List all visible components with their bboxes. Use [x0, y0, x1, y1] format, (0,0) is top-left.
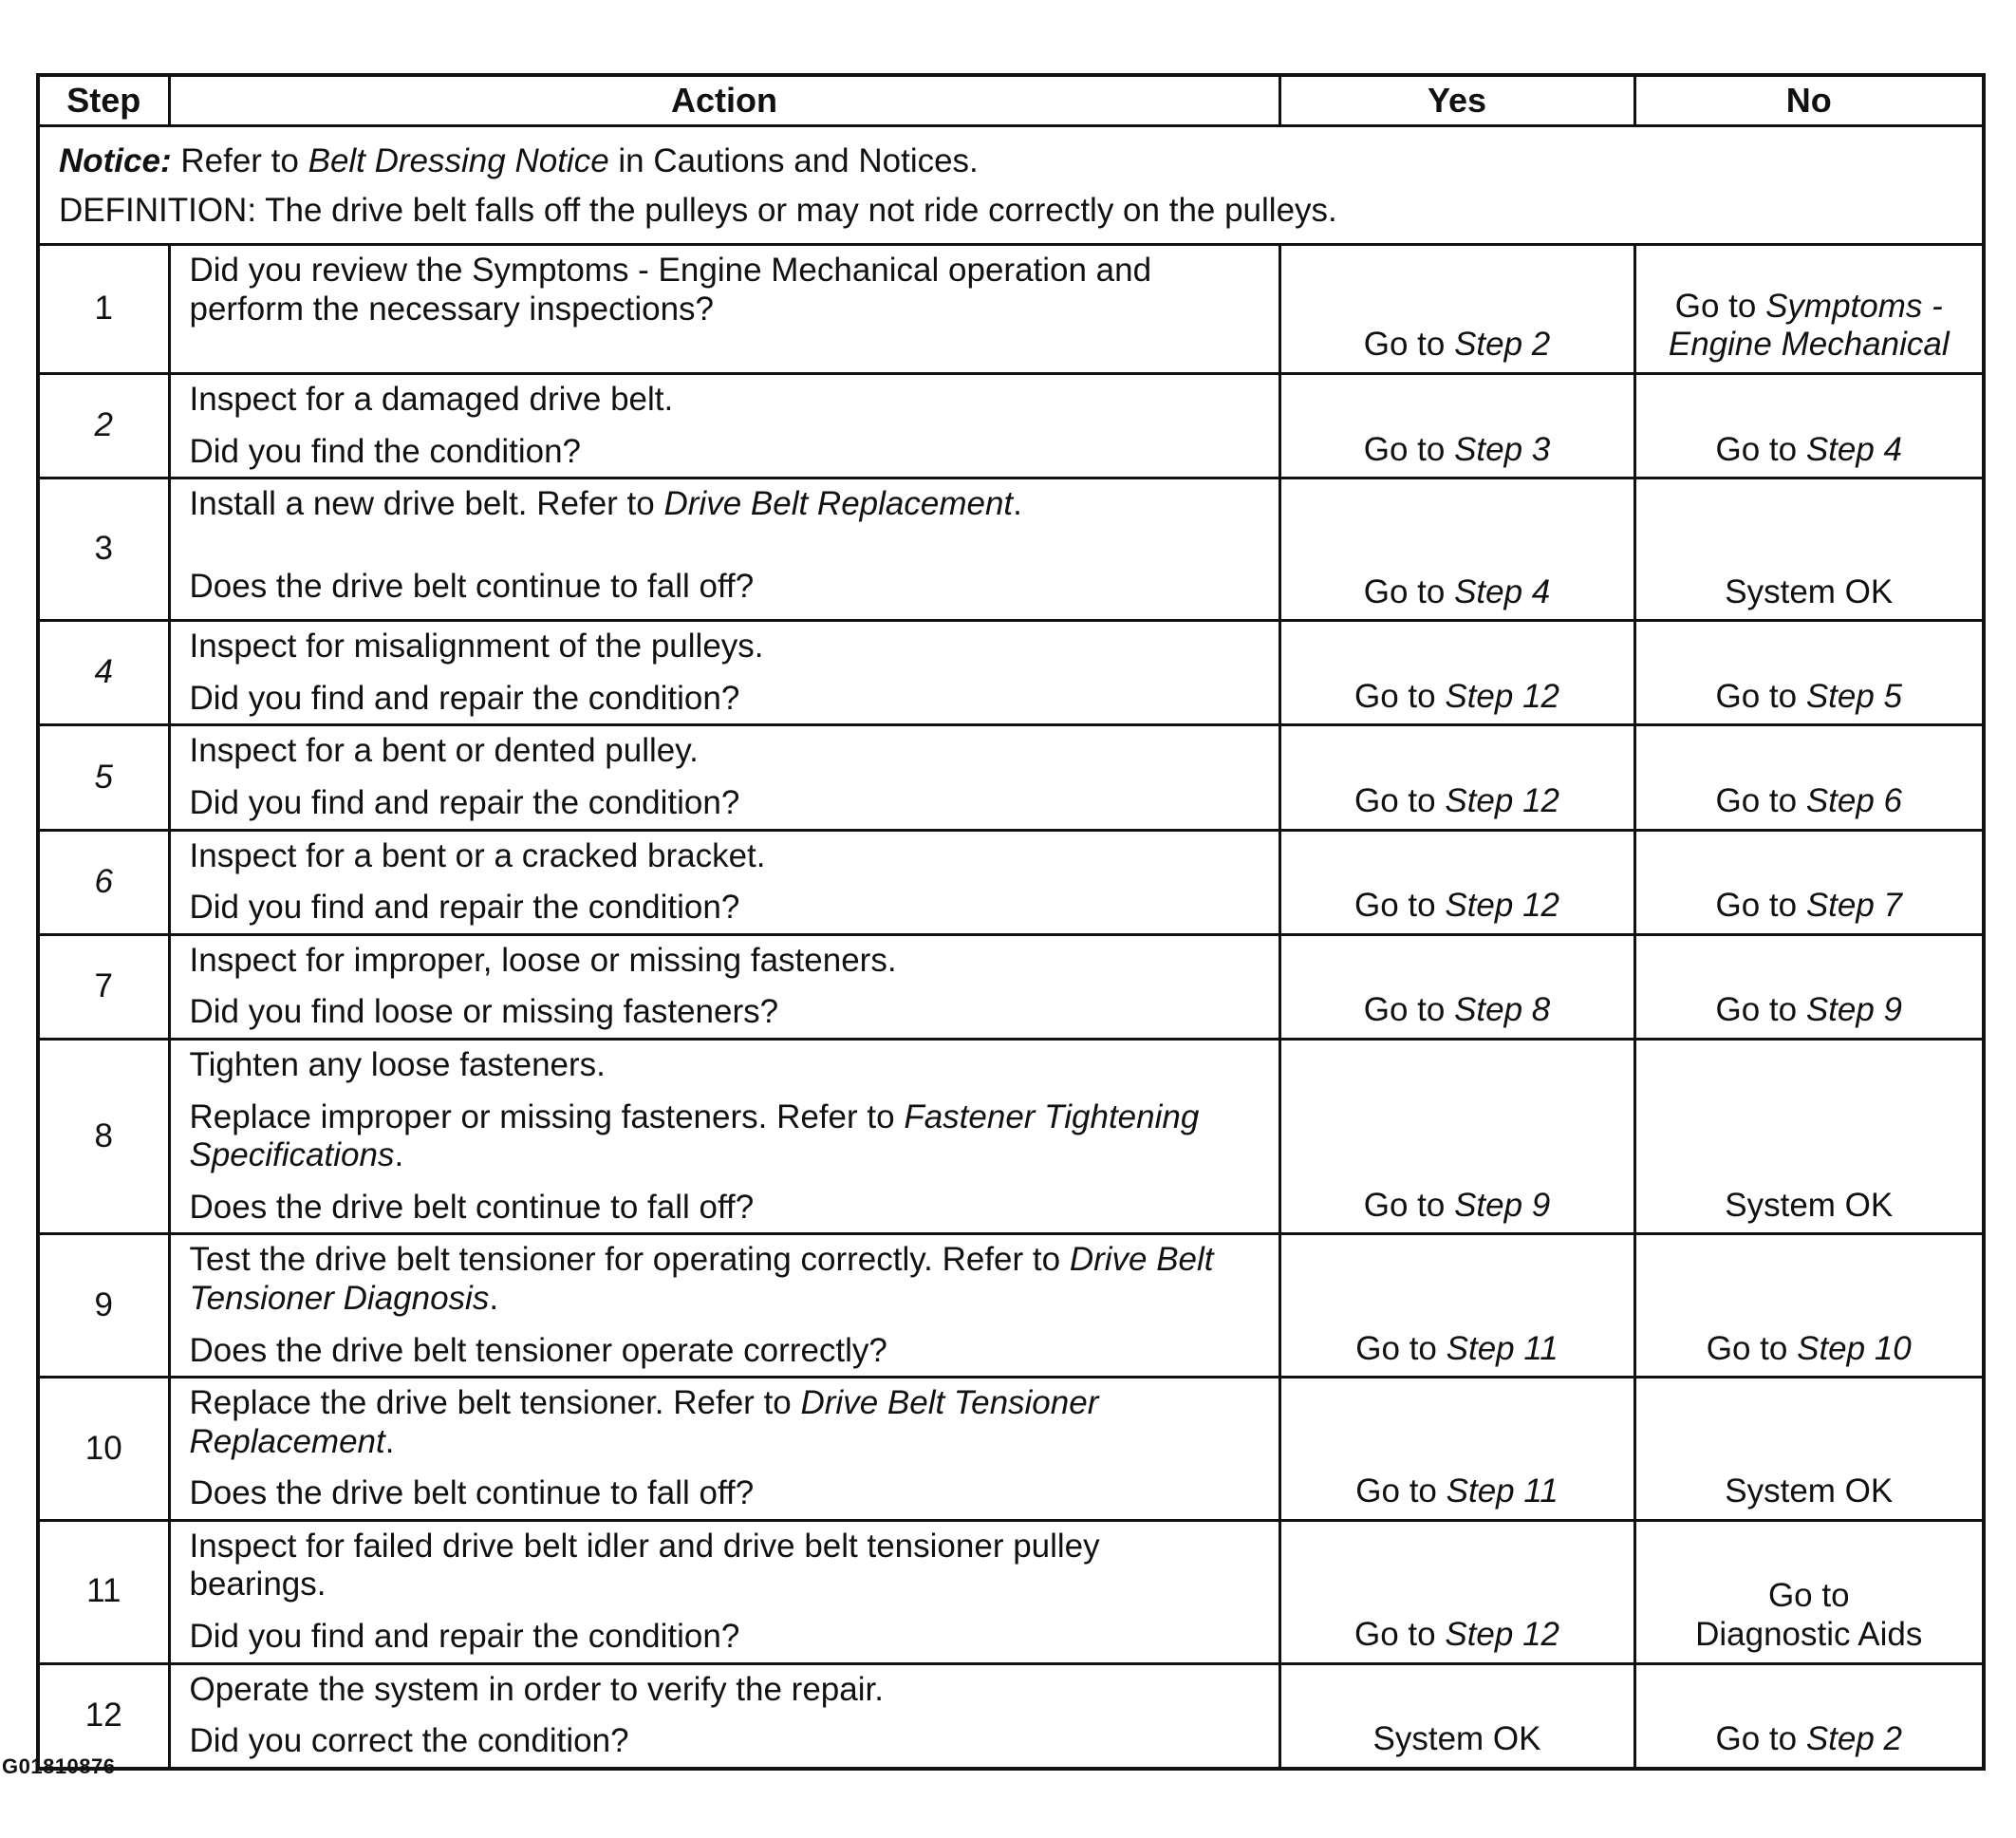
- no-cell: [1634, 245, 1984, 374]
- notice-pre: Refer to: [180, 142, 299, 179]
- yes-ref: Step 11: [1446, 1472, 1559, 1510]
- header-yes: Yes: [1279, 75, 1634, 126]
- no-cell: [1634, 1520, 1984, 1663]
- yes-cell: [1279, 621, 1634, 725]
- no-cell: [1634, 374, 1984, 478]
- header-no: No: [1634, 75, 1984, 126]
- yes-pre: Go to: [1363, 991, 1446, 1029]
- action-line: Did you find loose or missing fasteners?: [189, 993, 779, 1031]
- no-cell: System OK: [1634, 478, 1984, 621]
- no-cell: System OK: [1634, 1378, 1984, 1521]
- yes-ref: Step 12: [1445, 887, 1559, 925]
- yes-cell: [1279, 1234, 1634, 1378]
- header-row: [38, 75, 1984, 126]
- no-line: Diagnostic Aids: [1695, 1616, 1923, 1654]
- yes-cell: [1279, 374, 1634, 478]
- step-number: 8: [38, 1039, 169, 1233]
- step-number: 11: [38, 1520, 169, 1663]
- action-ref: Fastener Tightening: [904, 1097, 1200, 1135]
- no-pre: Go to: [1715, 887, 1798, 925]
- action-line: Inspect for improper, loose or missing fasteners.: [189, 941, 897, 979]
- no-ref: Step 9: [1805, 991, 1903, 1029]
- step-number: 7: [38, 934, 169, 1039]
- table-row: [38, 245, 1984, 374]
- yes-cell: [1279, 245, 1634, 374]
- yes-pre: Go to: [1363, 1186, 1446, 1224]
- no-cell: System OK: [1634, 1039, 1984, 1233]
- no-ref: Step 2: [1805, 1720, 1903, 1758]
- no-cell: [1634, 621, 1984, 725]
- no-ref-line2: Engine Mechanical: [1668, 326, 1950, 364]
- action-cell: [169, 245, 1279, 374]
- action-ref: Tensioner Diagnosis: [189, 1279, 490, 1317]
- yes-pre: Go to: [1363, 572, 1446, 610]
- notice-ref: Belt Dressing Notice: [308, 142, 609, 179]
- no-pre: Go to: [1715, 430, 1798, 468]
- no-cell: [1634, 1234, 1984, 1378]
- action-ref: Specifications: [189, 1136, 395, 1174]
- action-cell: [169, 725, 1279, 830]
- table-row: [38, 478, 1984, 621]
- no-ref: Step 5: [1805, 677, 1903, 715]
- yes-ref: Step 9: [1454, 1186, 1551, 1224]
- action-line: Did you find and repair the condition?: [189, 889, 740, 927]
- yes-cell: System OK: [1279, 1663, 1634, 1769]
- yes-ref: Step 12: [1445, 781, 1559, 819]
- yes-ref: Step 11: [1446, 1329, 1559, 1367]
- table-row: [38, 374, 1984, 478]
- action-cell: [169, 830, 1279, 934]
- yes-ref: Step 4: [1454, 572, 1551, 610]
- yes-pre: Go to: [1363, 430, 1446, 468]
- action-line: Tighten any loose fasteners.: [189, 1045, 606, 1083]
- yes-ref: Step 8: [1454, 991, 1551, 1029]
- step-number: 2: [38, 374, 169, 478]
- yes-cell: [1279, 1520, 1634, 1663]
- table-row: [38, 1234, 1984, 1378]
- no-pre: Go to: [1715, 781, 1798, 819]
- no-ref: Step 7: [1805, 887, 1903, 925]
- action-cell: [169, 621, 1279, 725]
- action-cell: [169, 1378, 1279, 1521]
- action-text: Test the drive belt tensioner for operating correctly. Refer to: [189, 1241, 1061, 1279]
- action-text: Install a new drive belt. Refer to: [189, 485, 655, 523]
- notice-cell: [38, 126, 1984, 245]
- step-number: 10: [38, 1378, 169, 1521]
- header-action: Action: [169, 75, 1279, 126]
- yes-cell: [1279, 1378, 1634, 1521]
- action-cell: [169, 1039, 1279, 1233]
- action-text: Replace improper or missing fasteners. Refer to: [189, 1097, 895, 1135]
- no-cell: [1634, 725, 1984, 830]
- step-number: 12: [38, 1663, 169, 1769]
- action-line: Does the drive belt continue to fall off?: [189, 1474, 755, 1512]
- table-row: [38, 830, 1984, 934]
- no-pre: Go to: [1715, 991, 1798, 1029]
- notice-row: [38, 126, 1984, 245]
- action-cell: [169, 374, 1279, 478]
- action-text: Replace the drive belt tensioner. Refer to: [189, 1384, 792, 1422]
- step-number: 9: [38, 1234, 169, 1378]
- notice-post: in Cautions and Notices.: [618, 142, 979, 179]
- yes-pre: Go to: [1354, 781, 1436, 819]
- action-line: Inspect for a bent or dented pulley.: [189, 732, 699, 770]
- action-line: Does the drive belt continue to fall off?: [189, 1188, 755, 1226]
- action-ref: Replacement: [189, 1422, 385, 1460]
- no-ref: Step 10: [1797, 1329, 1912, 1367]
- yes-ref: Step 12: [1445, 1616, 1559, 1654]
- action-ref: Drive Belt: [1069, 1241, 1214, 1279]
- step-number: 1: [38, 245, 169, 374]
- no-cell: [1634, 934, 1984, 1039]
- action-line: perform the necessary inspections?: [189, 290, 714, 328]
- action-line: Did you review the Symptoms - Engine Mechanical operation and: [189, 252, 1152, 289]
- figure-id: G01810876: [2, 1754, 116, 1778]
- yes-cell: [1279, 725, 1634, 830]
- action-line: Inspect for a damaged drive belt.: [189, 381, 674, 418]
- yes-pre: Go to: [1354, 887, 1436, 925]
- no-pre: Go to: [1715, 677, 1798, 715]
- yes-pre: Go to: [1354, 677, 1436, 715]
- table-row: [38, 934, 1984, 1039]
- action-line: Did you find and repair the condition?: [189, 1618, 740, 1656]
- step-number: 5: [38, 725, 169, 830]
- action-line: Did you find and repair the condition?: [189, 679, 740, 717]
- action-text: .: [384, 1422, 395, 1460]
- no-pre: Go to: [1706, 1329, 1788, 1367]
- no-ref: Step 6: [1805, 781, 1903, 819]
- yes-pre: Go to: [1354, 1616, 1436, 1654]
- yes-pre: Go to: [1355, 1329, 1437, 1367]
- action-text: .: [394, 1136, 404, 1174]
- no-ref: Step 4: [1805, 430, 1903, 468]
- yes-cell: [1279, 478, 1634, 621]
- yes-pre: Go to: [1363, 326, 1446, 364]
- action-line: bearings.: [189, 1566, 327, 1604]
- action-cell: [169, 1663, 1279, 1769]
- step-number: 3: [38, 478, 169, 621]
- table-row: [38, 725, 1984, 830]
- no-pre: Go to: [1715, 1720, 1798, 1758]
- notice-label: Notice:: [59, 142, 172, 179]
- table-row: [38, 1378, 1984, 1521]
- step-number: 6: [38, 830, 169, 934]
- action-line: Did you find the condition?: [189, 432, 581, 470]
- definition-line: DEFINITION: The drive belt falls off the pulleys or may not ride correctly on the pulleys.: [59, 192, 1337, 229]
- step-number: 4: [38, 621, 169, 725]
- diagnostic-table: [36, 73, 1986, 1771]
- action-line: Inspect for failed drive belt idler and drive belt tensioner pulley: [189, 1527, 1100, 1565]
- action-line: Did you correct the condition?: [189, 1722, 629, 1760]
- no-line: Go to: [1767, 1577, 1850, 1615]
- action-text: .: [489, 1279, 499, 1317]
- no-cell: [1634, 1663, 1984, 1769]
- table-row: [38, 1520, 1984, 1663]
- header-step: Step: [38, 75, 169, 126]
- action-line: Operate the system in order to verify the repair.: [189, 1670, 884, 1708]
- action-ref: Drive Belt Replacement: [663, 485, 1014, 523]
- table-row: [38, 1663, 1984, 1769]
- action-cell: [169, 934, 1279, 1039]
- action-line: Does the drive belt continue to fall off?: [189, 567, 755, 605]
- yes-cell: [1279, 934, 1634, 1039]
- action-line: Inspect for misalignment of the pulleys.: [189, 628, 764, 666]
- action-cell: [169, 1520, 1279, 1663]
- no-ref: Symptoms -: [1765, 287, 1943, 325]
- notice-line: [59, 137, 1982, 186]
- action-ref: Drive Belt Tensioner: [800, 1384, 1099, 1422]
- no-cell: [1634, 830, 1984, 934]
- yes-cell: [1279, 1039, 1634, 1233]
- yes-ref: Step 12: [1445, 677, 1559, 715]
- action-cell: [169, 478, 1279, 621]
- table-row: [38, 621, 1984, 725]
- action-line: Did you find and repair the condition?: [189, 783, 740, 821]
- action-cell: [169, 1234, 1279, 1378]
- table-row: [38, 1039, 1984, 1233]
- action-text: .: [1013, 485, 1022, 523]
- no-pre: Go to: [1674, 287, 1757, 325]
- yes-pre: Go to: [1355, 1472, 1437, 1510]
- yes-cell: [1279, 830, 1634, 934]
- yes-ref: Step 2: [1454, 326, 1551, 364]
- action-line: Does the drive belt tensioner operate correctly?: [189, 1331, 887, 1369]
- action-line: Inspect for a bent or a cracked bracket.: [189, 836, 766, 874]
- yes-ref: Step 3: [1454, 430, 1551, 468]
